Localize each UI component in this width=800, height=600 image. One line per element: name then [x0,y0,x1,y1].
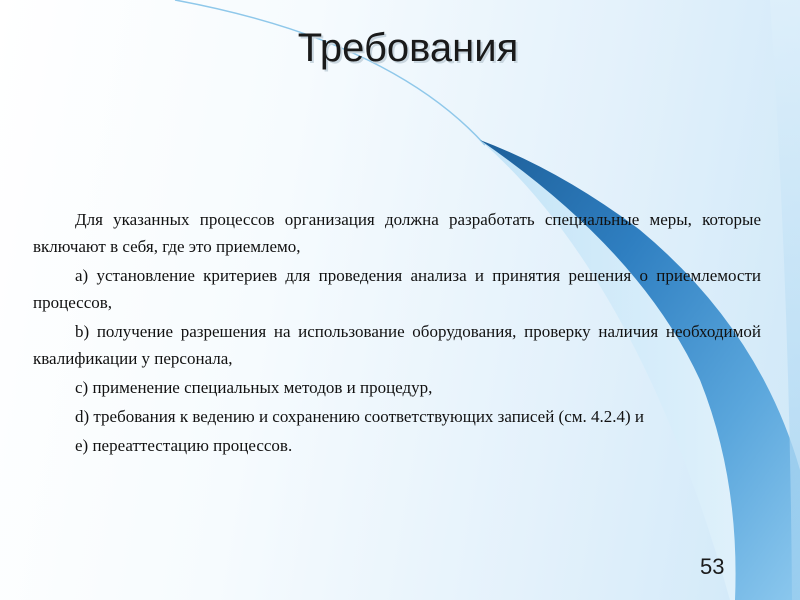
page-number: 53 [700,554,725,579]
slide-title: Требования [297,26,519,70]
list-item-b: b) получение разрешения на использование оборудования, проверку наличия необходимой квалификации у персонала, [33,322,761,368]
list-item-a: а) установление критериев для проведения анализа и принятия решения о приемлемости процессов, [33,266,761,312]
list-item-d: d) требования к ведению и сохранению соответствующих записей (см. 4.2.4) и [75,407,645,426]
paragraph-intro: Для указанных процессов организация должна разработать специальные меры, которые включают в себя, где это приемлемо, [33,210,761,256]
list-item-e: е) переаттестацию процессов. [75,436,293,455]
slide-body [33,206,761,461]
list-item-c: с) применение специальных методов и процедур, [75,378,433,397]
